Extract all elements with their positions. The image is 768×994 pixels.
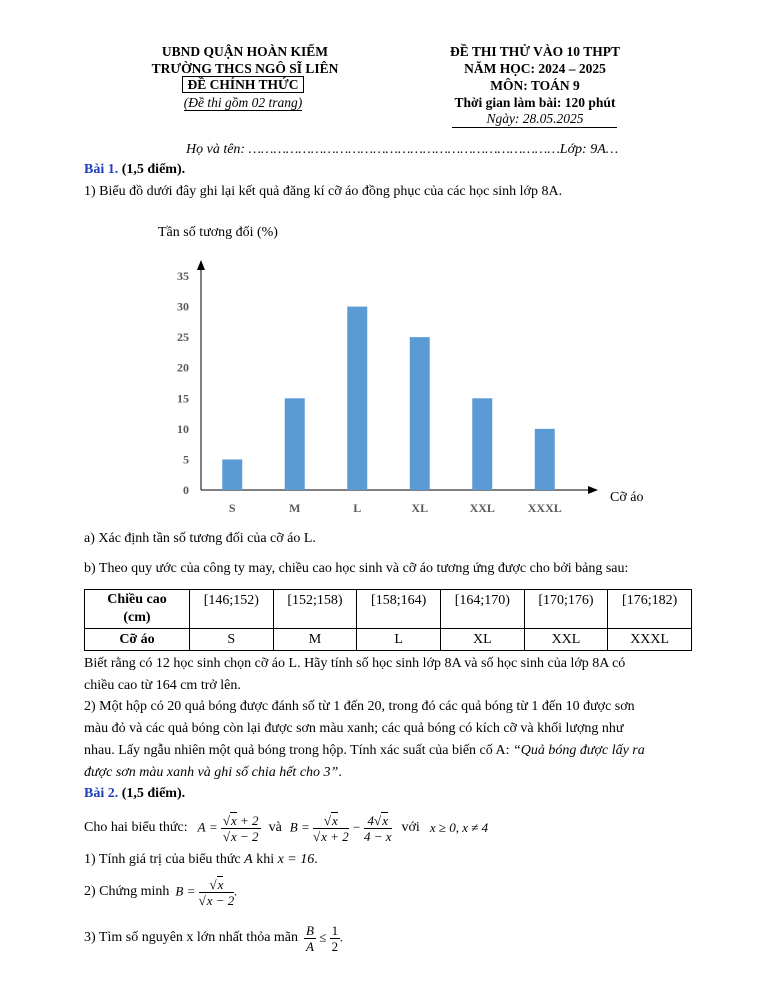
expression-b: B = $\frac{√x}{√x + 2}$ − $\frac{4√x}{4 - x}$ <box>289 812 392 844</box>
chart-bar <box>347 307 367 490</box>
exam-duration: Thời gian làm bài: 120 phút <box>454 95 616 110</box>
chart-x-tick-label: XXXL <box>527 501 562 515</box>
page-count-note <box>168 94 318 111</box>
domain-condition: x ≥ 0, x ≠ 4 <box>429 820 489 835</box>
header-divider <box>452 127 617 128</box>
problem-1-heading <box>84 162 185 178</box>
table-row-sizes <box>85 629 692 651</box>
problem-2-heading <box>84 786 185 802</box>
table-header-size: Cỡ áo <box>85 629 190 651</box>
problem-2-title: Bài 2. <box>84 786 119 801</box>
chart-y-tick-label: 15 <box>177 391 189 406</box>
problem-1-title: Bài 1. <box>84 162 119 177</box>
table-cell: [146;152) <box>190 590 274 629</box>
problem-2-points: (1,5 điểm). <box>121 786 186 801</box>
exam-title: ĐỀ THI THỬ VÀO 10 THPT <box>450 44 620 59</box>
chart-y-axis-arrow <box>197 260 205 270</box>
problem-2-q3-fraction-ba: $\frac{B}{A}$ <box>306 922 314 954</box>
chart-x-axis-label: Cỡ áo <box>610 490 644 505</box>
official-exam-label <box>168 76 318 93</box>
chart-bar <box>472 398 492 490</box>
table-cell: [170;176) <box>524 590 608 629</box>
chart-y-tick-label: 25 <box>177 330 189 345</box>
chart-x-tick-label: XXL <box>469 501 495 515</box>
problem-1-points: (1,5 điểm). <box>121 162 186 177</box>
problem-2-q2-fraction: $\frac{√x}{√x - 2}$ <box>198 876 235 908</box>
table-cell: M <box>273 629 357 651</box>
problem-1-q2-line1: 2) Một hộp có 20 quả bóng được đánh số từ 1 đến 20, trong đó các quả bóng từ 1 đến 10 được sơn <box>84 699 635 714</box>
problem-1-q2-line3-text: nhau. Lấy ngẫu nhiên một quả bóng trong hộp. Tính xác suất của biến cố A: <box>84 743 510 758</box>
chart-y-tick-label: 30 <box>177 299 189 314</box>
problem-1-q1: 1) Biểu đồ dưới đây ghi lại kết quả đăng kí cỡ áo đồng phục của các học sinh lớp 8A. <box>84 184 563 199</box>
chart-x-axis-arrow <box>588 486 598 494</box>
table-cell: L <box>357 629 441 651</box>
chart-bar <box>285 398 305 490</box>
problem-2-with: với <box>401 820 420 835</box>
table-cell: [176;182) <box>608 590 692 629</box>
exam-date: Ngày: 28.05.2025 <box>486 111 584 126</box>
problem-2-q1: 1) Tính giá trị của biểu thức A khi x = 16. <box>84 852 318 867</box>
expression-a-fraction: $\frac{√x + 2}{√x - 2}$ <box>222 812 259 844</box>
problem-2-q3-fraction-half: $\frac{1}{2}$ <box>331 922 339 954</box>
problem-2-expressions <box>84 808 488 848</box>
table-header-height <box>85 590 190 629</box>
table-header-height-line2: (cm) <box>123 610 151 625</box>
expression-a: A = $\frac{√x + 2}{√x - 2}$ <box>197 812 259 844</box>
table-cell: [152;158) <box>273 590 357 629</box>
problem-2-and: và <box>268 820 282 835</box>
table-cell: [164;170) <box>440 590 524 629</box>
problem-2-q1-condition: x = 16 <box>277 852 315 867</box>
problem-1-q2-line4 <box>84 765 342 781</box>
problem-2-q3-text: 3) Tìm số nguyên x lớn nhất thỏa mãn <box>84 930 299 945</box>
table-header-height-line1: Chiều cao <box>107 592 167 607</box>
chart-bars <box>222 307 555 490</box>
problem-1-q2-line3 <box>84 743 645 759</box>
table-cell: XL <box>440 629 524 651</box>
problem-2-q1-var: A <box>244 852 253 867</box>
school-district: UBND QUẬN HOÀN KIẾM <box>161 44 329 59</box>
table-cell: [158;164) <box>357 590 441 629</box>
expression-b-fraction-2: $\frac{4√x}{4 - x}$ <box>363 812 392 844</box>
problem-2-intro: Cho hai biểu thức: <box>84 820 188 835</box>
chart-x-tick-label: S <box>228 501 236 515</box>
problem-1-q2-quote-part1: “Quả bóng được lấy ra <box>512 743 645 758</box>
chart-x-tick-label: M <box>289 501 301 515</box>
problem-1-after-table-1: Biết rằng có 12 học sinh chọn cỡ áo L. Hãy tính số học sinh lớp 8A và số học sinh của lớp 8A có <box>84 656 626 671</box>
table-cell: S <box>190 629 274 651</box>
bar-chart <box>0 210 768 520</box>
chart-bar <box>222 459 242 490</box>
bar-chart-svg <box>0 210 768 520</box>
school-year: NĂM HỌC: 2024 – 2025 <box>464 61 606 76</box>
chart-y-tick-label: 5 <box>183 452 189 467</box>
subject: MÔN: TOÁN 9 <box>490 78 580 93</box>
chart-y-tick-label: 10 <box>177 421 189 436</box>
chart-y-tick-label: 35 <box>177 269 189 283</box>
expression-b-fraction-1: $\frac{√x}{√x + 2}$ <box>313 812 349 844</box>
student-info-line: Họ và tên: …………………………………………………………………Lớp: 9A… <box>186 142 619 157</box>
page-count-text: (Đề thi gồm 02 trang) <box>183 95 303 110</box>
problem-1-after-table-2: chiều cao từ 164 cm trở lên. <box>84 678 241 693</box>
problem-2-q1-text: 1) Tính giá trị của biểu thức <box>84 852 241 867</box>
problem-1-qa: a) Xác định tần số tương đối của cỡ áo L. <box>84 531 316 546</box>
chart-x-ticks <box>229 501 562 515</box>
problem-2-q3 <box>84 920 343 956</box>
height-size-table <box>84 589 692 651</box>
problem-1-q2-line2: màu đỏ và các quả bóng còn lại được sơn màu xanh; các quả bóng có kích cỡ và khối lượng như <box>84 721 624 736</box>
problem-2-q3-formula: $\frac{B}{A}$ ≤ $\frac{1}{2}$ . <box>306 922 344 954</box>
chart-y-ticks <box>177 269 189 497</box>
problem-2-q2 <box>84 874 238 910</box>
problem-1-qb: b) Theo quy ước của công ty may, chiều cao học sinh và cỡ áo tương ứng được cho bởi bảng sau: <box>84 561 629 576</box>
table-cell: XXL <box>524 629 608 651</box>
chart-x-tick-label: XL <box>411 501 429 515</box>
problem-2-q1-when: khi <box>256 852 275 867</box>
table-row-heights <box>85 590 692 629</box>
chart-bar <box>535 429 555 490</box>
chart-bar <box>410 337 430 490</box>
official-exam-text: ĐỀ CHÍNH THỨC <box>182 76 303 93</box>
chart-x-tick-label: L <box>353 501 362 515</box>
problem-1-q2-quote-part2: được sơn màu xanh và ghi số chia hết cho 3” <box>84 765 339 780</box>
chart-y-axis-label: Tần số tương đối (%) <box>158 225 278 240</box>
problem-2-q2-text: 2) Chứng minh <box>84 884 170 899</box>
problem-1-q2-end: . <box>338 765 342 780</box>
chart-y-tick-label: 20 <box>177 360 189 375</box>
school-name: TRƯỜNG THCS NGÔ SĨ LIÊN <box>151 61 339 76</box>
problem-2-q2-formula: B = $\frac{√x}{√x - 2}$ . <box>175 876 238 908</box>
table-cell: XXXL <box>608 629 692 651</box>
chart-y-tick-label: 0 <box>183 483 189 497</box>
